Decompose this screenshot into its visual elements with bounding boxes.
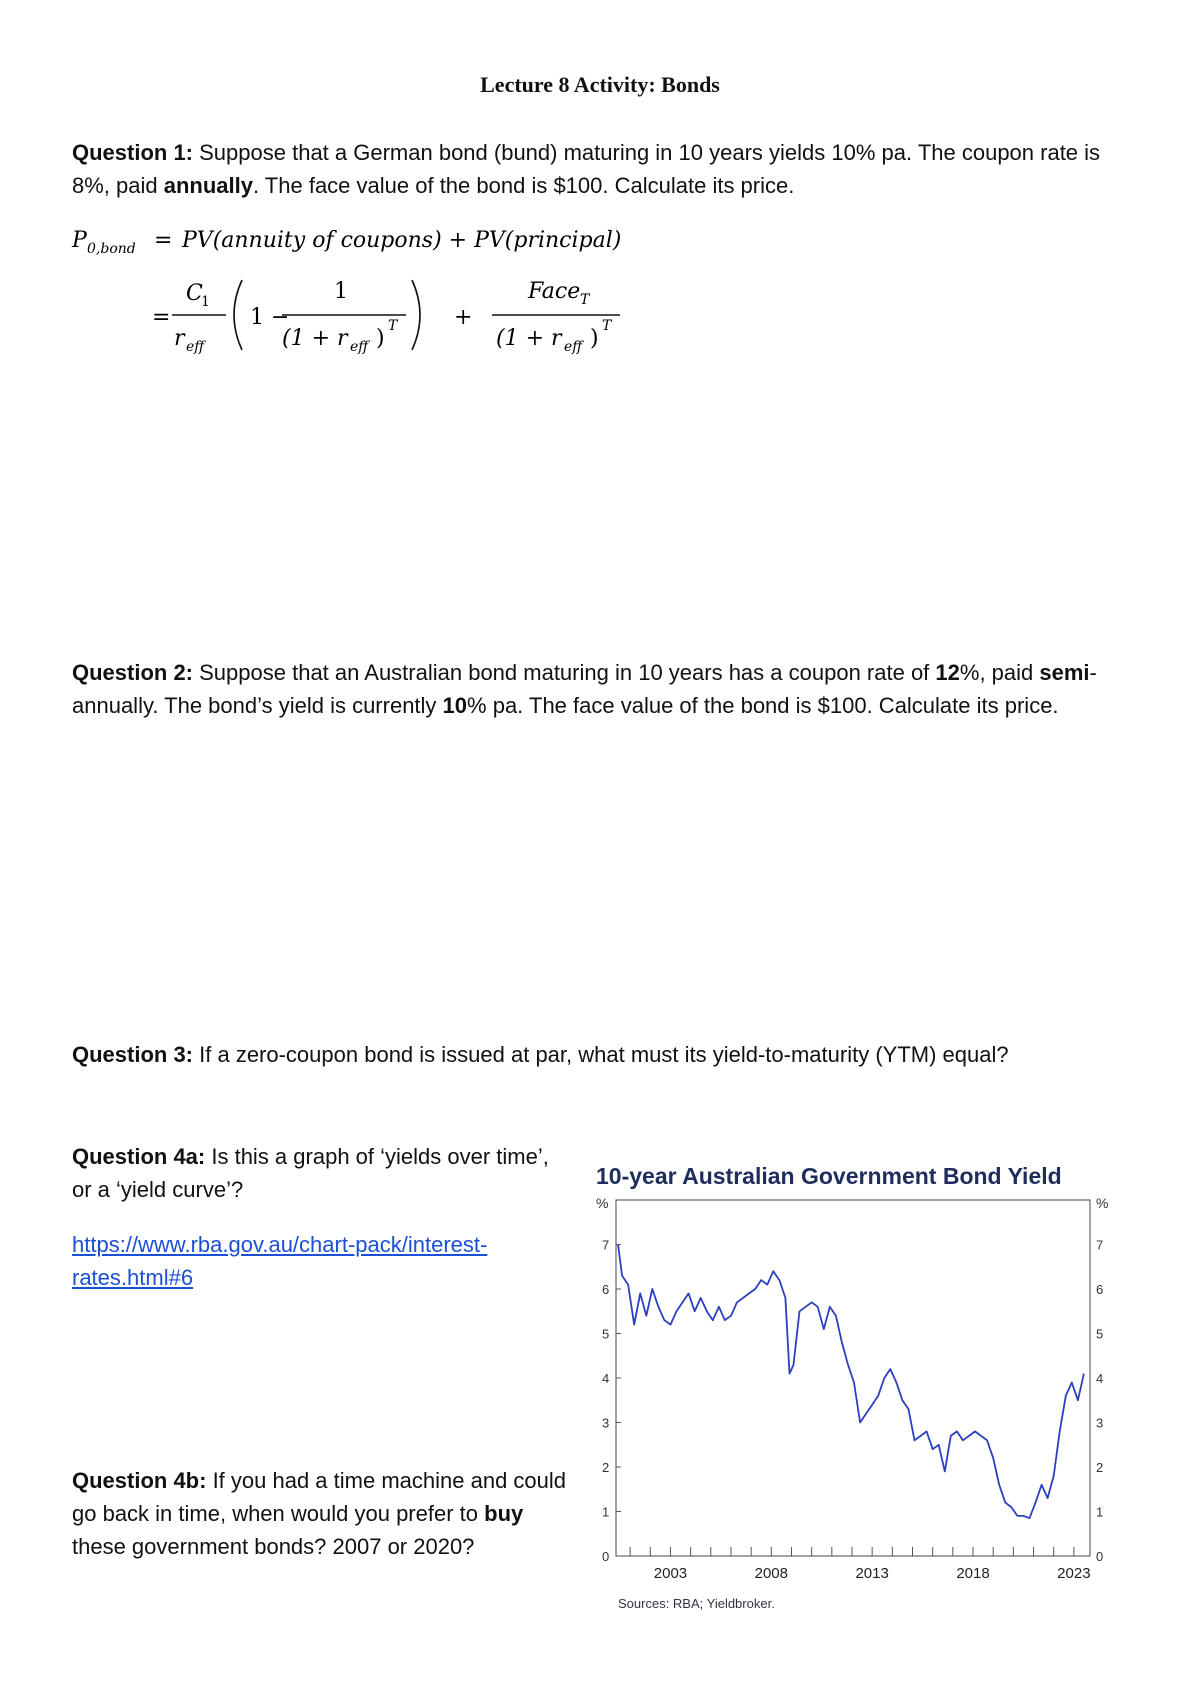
bond-yield-chart bbox=[588, 1146, 1128, 1616]
y-tick-label-left: 2 bbox=[602, 1460, 610, 1475]
chart-title: 10-year Australian Government Bond Yield bbox=[596, 1163, 1062, 1189]
question-3-label: Question 3: bbox=[72, 1042, 194, 1067]
y-tick-label-right: 0 bbox=[1096, 1549, 1104, 1564]
formula-lhs: P bbox=[72, 228, 87, 253]
series-line-bond-yield bbox=[618, 1245, 1084, 1519]
x-tick-label: 2008 bbox=[754, 1565, 788, 1582]
question-3-text: If a zero-coupon bond is issued at par, what must its yield-to-maturity (YTM) equal? bbox=[193, 1042, 1009, 1067]
formula-denom-2-exp: T bbox=[602, 318, 612, 334]
x-tick-label: 2023 bbox=[1057, 1565, 1091, 1582]
question-2-bold-c: 10 bbox=[442, 693, 468, 718]
formula-c1-sub: 1 bbox=[201, 294, 210, 310]
formula-face-sub: T bbox=[580, 292, 590, 308]
question-2-text-d: % pa. The face value of the bond is $100. Calculate its price. bbox=[467, 693, 1059, 718]
formula-lhs-sub: 0,bond bbox=[87, 241, 136, 257]
formula-denom-2-close: ) bbox=[590, 326, 599, 351]
formula-paren-left bbox=[234, 280, 242, 350]
x-tick-label: 2018 bbox=[956, 1565, 990, 1582]
formula-denom-1-exp: T bbox=[388, 318, 398, 334]
question-1 bbox=[72, 136, 1132, 202]
x-tick-label: 2013 bbox=[855, 1565, 889, 1582]
formula-face: Face bbox=[528, 279, 581, 304]
question-2-bold-b: semi bbox=[1039, 660, 1090, 685]
y-tick-label-right: 3 bbox=[1096, 1415, 1104, 1431]
y-tick-label-left: 5 bbox=[602, 1326, 610, 1342]
y-tick-label-right: 6 bbox=[1096, 1282, 1104, 1297]
y-tick-label-left: 3 bbox=[602, 1415, 610, 1431]
y-tick-label-left: 4 bbox=[602, 1371, 610, 1386]
y-tick-label-left: 7 bbox=[602, 1237, 610, 1253]
question-4b-label: Question 4b: bbox=[72, 1468, 207, 1493]
formula-rhs-line1: PV(annuity of coupons) + PV(principal) bbox=[182, 228, 622, 253]
x-tick-label: 2003 bbox=[653, 1565, 688, 1582]
formula-eq-1: = bbox=[154, 228, 173, 253]
question-4b bbox=[72, 1464, 572, 1563]
y-tick-label-right: 2 bbox=[1096, 1460, 1104, 1475]
formula-paren-right bbox=[412, 280, 420, 350]
question-4a-label: Question 4a: bbox=[72, 1144, 206, 1169]
page-title: Lecture 8 Activity: Bonds bbox=[480, 72, 720, 97]
y-tick-label-right: 7 bbox=[1096, 1237, 1104, 1253]
question-1-bold-a: annually bbox=[163, 173, 253, 198]
y-tick-label-right: 4 bbox=[1096, 1371, 1104, 1386]
bond-price-formula bbox=[60, 220, 680, 370]
question-1-label: Question 1: bbox=[72, 140, 194, 165]
formula-denom-1-sub: eff bbox=[350, 339, 369, 355]
y-tick-label-left: 0 bbox=[602, 1549, 610, 1564]
question-1-text-a: Suppose that a German bond (bund) maturing in 10 years yields 10% pa. The coupon rate is 8%, paid bbox=[72, 140, 1101, 198]
question-4a-text: Is this a graph of ‘yields over time’, or a ‘yield curve’? bbox=[72, 1144, 549, 1202]
question-1-text-b: . The face value of the bond is $100. Calculate its price. bbox=[252, 173, 795, 198]
formula-eq-2: = bbox=[152, 305, 171, 330]
y-tick-label-left: 1 bbox=[602, 1504, 610, 1520]
question-4b-text-a: If you had a time machine and could go back in time, when would you prefer to bbox=[72, 1468, 567, 1526]
formula-one: 1 bbox=[334, 279, 348, 304]
chart-source: Sources: RBA; Yieldbroker. bbox=[618, 1596, 775, 1611]
question-4b-text-b: these government bonds? 2007 or 2020? bbox=[72, 1534, 475, 1559]
question-3 bbox=[72, 1038, 1152, 1071]
formula-denom-2-sub: eff bbox=[564, 339, 583, 355]
formula-reff-sub-1: eff bbox=[186, 339, 205, 355]
question-2 bbox=[72, 656, 1132, 722]
formula-denom-1: (1 + r bbox=[282, 326, 348, 351]
rba-chart-link[interactable]: https://www.rba.gov.au/chart-pack/interest-rates.html#6 bbox=[72, 1232, 488, 1290]
y-tick-label-left: 6 bbox=[602, 1282, 610, 1297]
question-2-bold-a: 12 bbox=[935, 660, 960, 685]
y-tick-label-right: 5 bbox=[1096, 1326, 1104, 1342]
question-4b-bold-a: buy bbox=[484, 1501, 524, 1526]
question-2-text-c: -annually. The bond’s yield is currently bbox=[72, 660, 1097, 718]
y-tick-label-right: 1 bbox=[1096, 1504, 1104, 1520]
question-2-text-b: %, paid bbox=[959, 660, 1040, 685]
question-2-text-a: Suppose that an Australian bond maturing in 10 years has a coupon rate of bbox=[193, 660, 936, 685]
formula-plus: + bbox=[454, 305, 473, 330]
question-2-label: Question 2: bbox=[72, 660, 194, 685]
formula-c1: C bbox=[186, 281, 203, 306]
formula-reff-1: r bbox=[174, 326, 185, 351]
question-4a bbox=[72, 1140, 552, 1206]
chart-ylabel-left: % bbox=[596, 1195, 609, 1211]
chart-ylabel-right: % bbox=[1096, 1195, 1109, 1211]
formula-denom-2: (1 + r bbox=[496, 326, 562, 351]
formula-minus: 1 − bbox=[250, 305, 290, 330]
formula-denom-1-close: ) bbox=[376, 326, 385, 351]
